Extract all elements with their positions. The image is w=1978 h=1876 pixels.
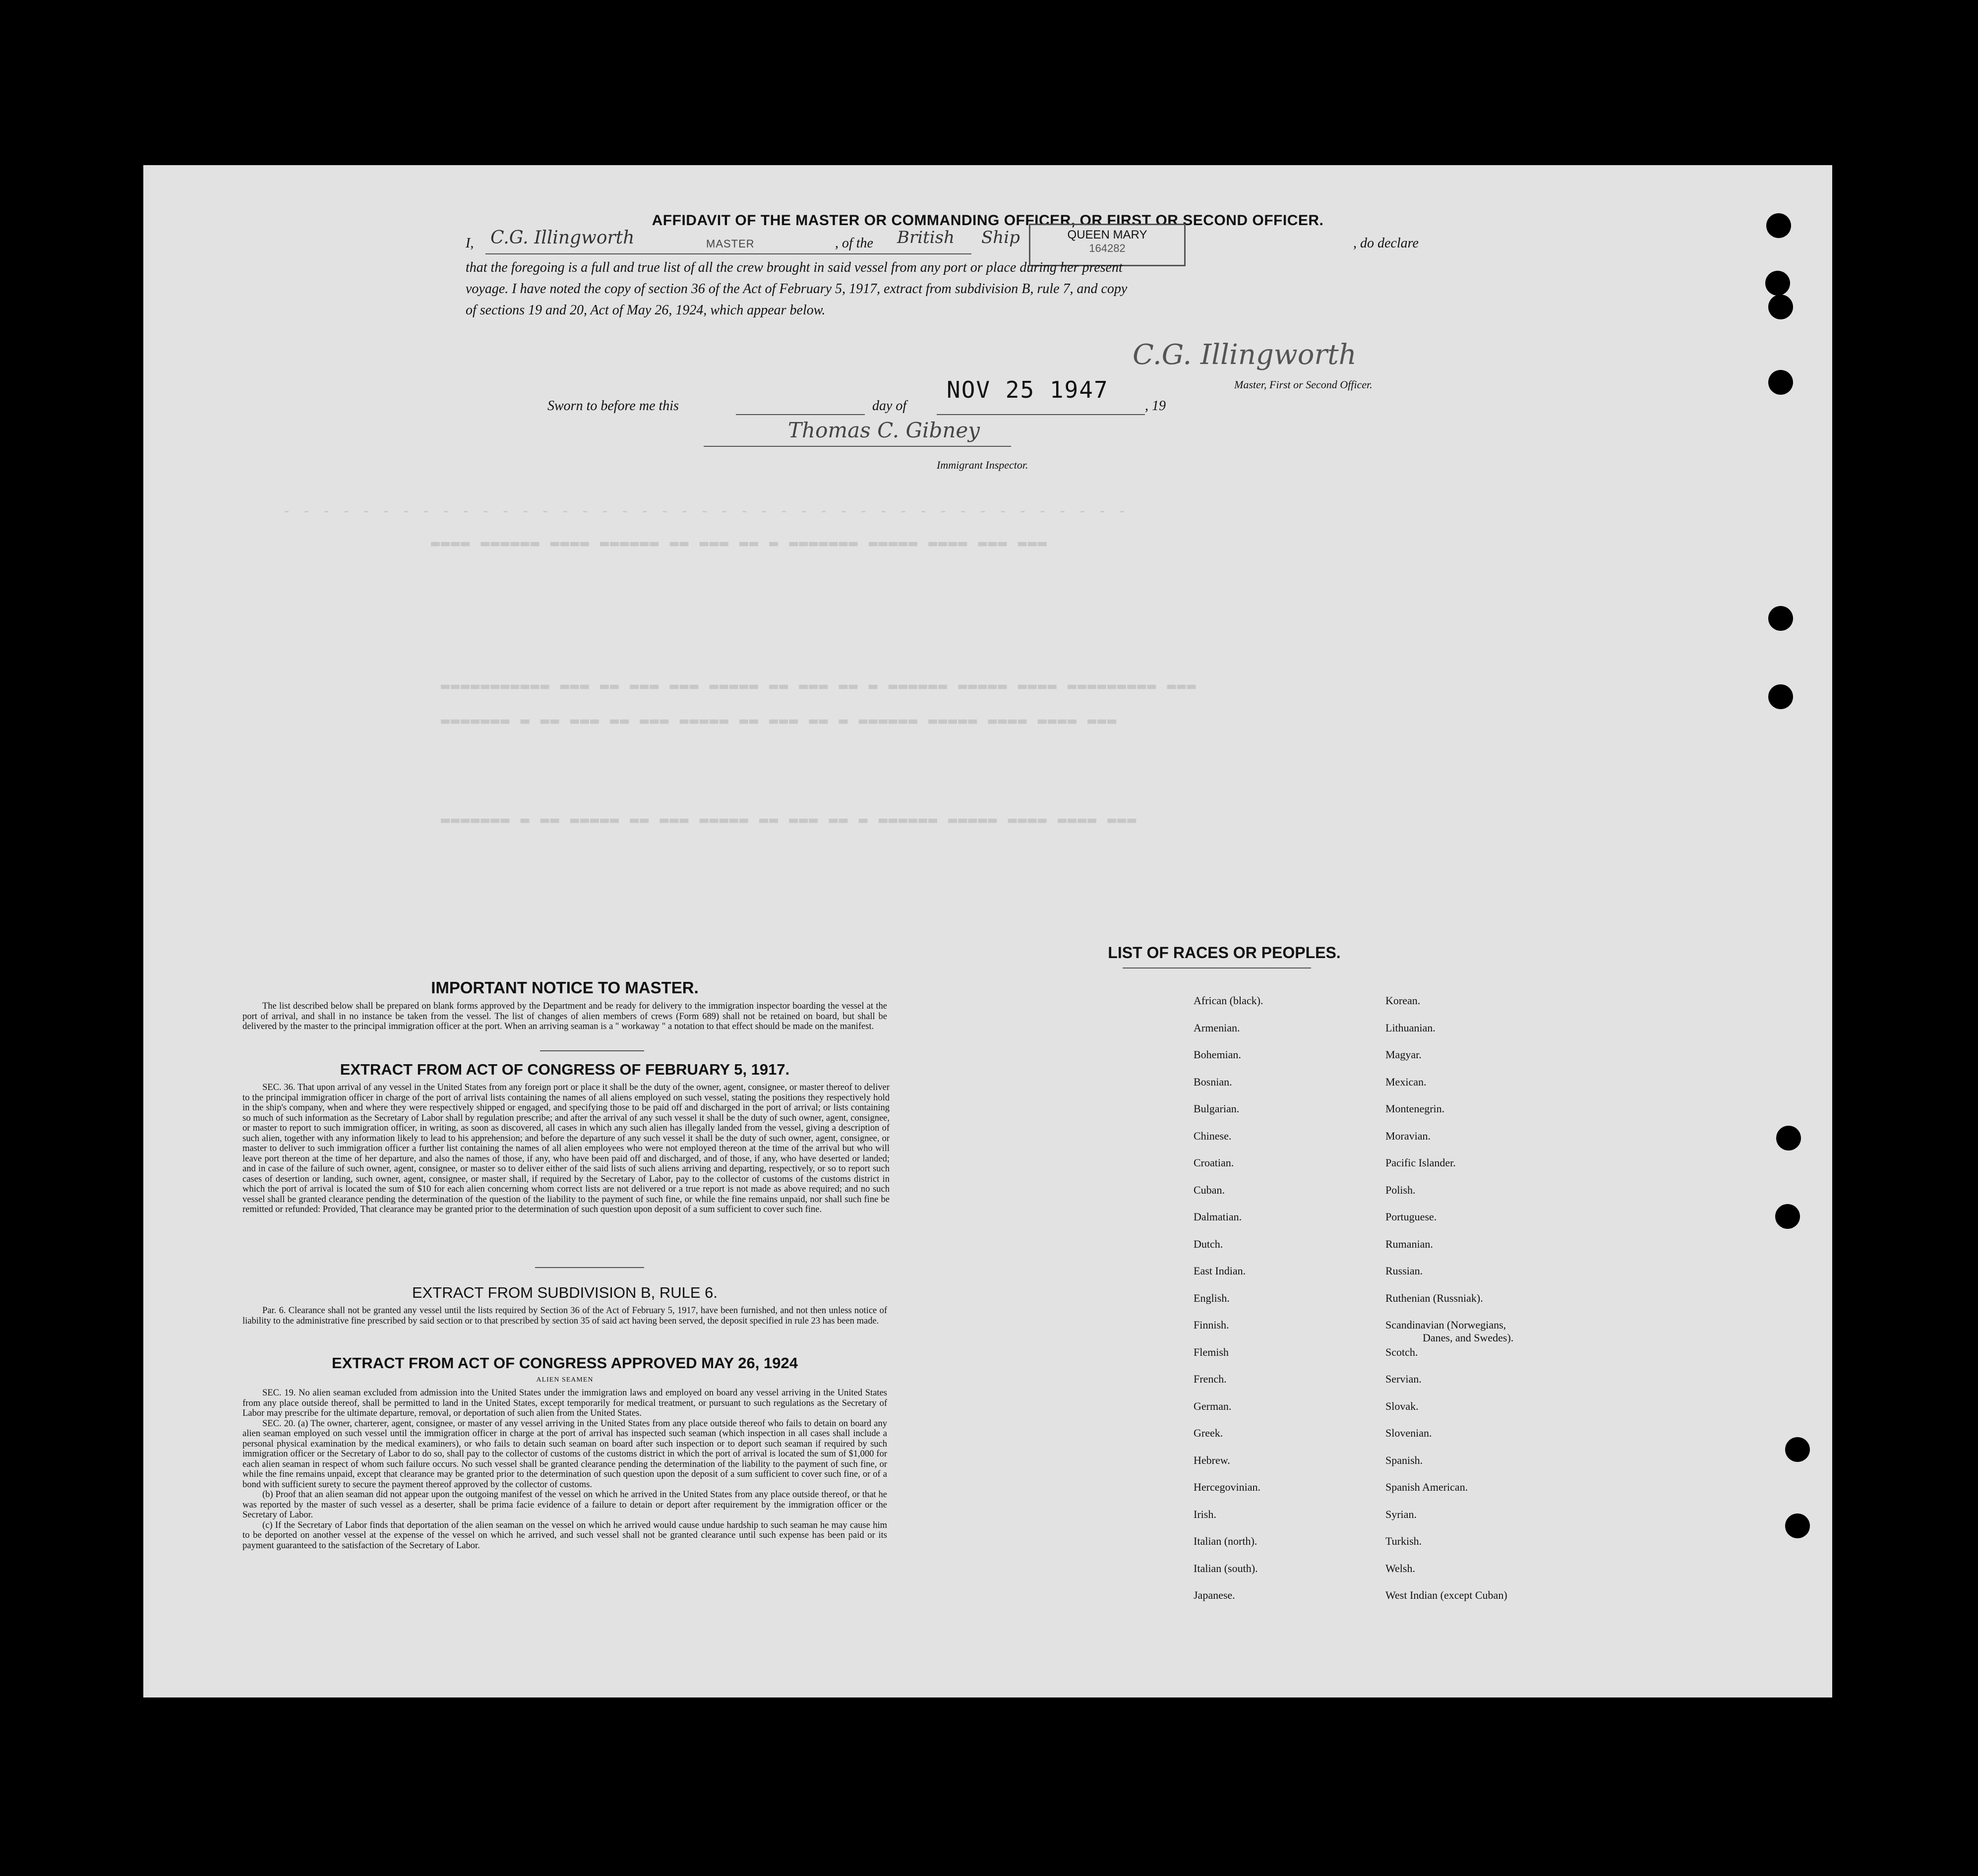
race-item: Russian. (1385, 1265, 1423, 1277)
extract-1924-subtitle: ALIEN SEAMEN (536, 1376, 594, 1384)
race-item: Welsh. (1385, 1562, 1415, 1574)
race-item: Pacific Islander. (1385, 1156, 1456, 1169)
affidavit-body-line: of sections 19 and 20, Act of May 26, 1924, which appear below. (466, 303, 826, 318)
race-item: Irish. (1194, 1508, 1216, 1520)
race-item: Hebrew. (1194, 1454, 1230, 1466)
race-item: Slovenian. (1385, 1427, 1432, 1439)
divider (535, 1267, 644, 1268)
race-item: Finnish. (1194, 1319, 1229, 1331)
race-item: Bohemian. (1194, 1048, 1241, 1061)
bleed-through-text: ▬▬▬▬▬▬▬ ▬ ▬▬ ▬▬▬▬▬ ▬▬ ▬▬▬ ▬▬▬▬▬ ▬▬ ▬▬▬ ▬▬ ▬ ▬▬▬▬▬▬ ▬▬▬▬▬ ▬▬▬▬ ▬▬▬▬ ▬▬▬ (441, 811, 1138, 829)
race-item: East Indian. (1194, 1265, 1246, 1277)
binder-hole (1768, 295, 1793, 319)
race-item: Dutch. (1194, 1238, 1223, 1250)
of-the-label: , of the (835, 236, 873, 251)
race-item: Danes, and Swedes). (1423, 1331, 1514, 1344)
race-item: Japanese. (1194, 1589, 1235, 1601)
day-of-label: day of (872, 398, 907, 414)
binder-hole (1768, 606, 1793, 631)
extract-1924-title: EXTRACT FROM ACT OF CONGRESS APPROVED MAY 26, 1924 (332, 1354, 798, 1372)
vessel-kind: Ship (981, 228, 1020, 247)
extract-1917-body: SEC. 36. That upon arrival of any vessel in the United States from any foreign port or place it shall be the duty of the owner, agent, consignee, or master thereof to deliver to the principal immigration officer in charge of the port of arrival lists containing the names of all aliens employed on such vessel, stating the positions they respectively hold in the ship's company, when and where they were respectively shipped or engaged, and specifying those to be paid off and discharged in the port of arrival; or lists containing so much of such information as the Secretary of Labor shall by regulation prescribe; and after the arrival of any such vessel it shall be the duty of such owner, agent, consignee, or master to report to such immigration officer, in writing, as soon as discovered, all cases in which any such alien has illegally landed from the vessel, giving a description of such alien, together with any information likely to lead to his apprehension; and before the departure of any such vessel it shall be the duty of such owner, agent, consignee, or master to deliver to such immigration officer a further list containing the names of all alien employees who were not employed thereon at the time of the arrival but who will leave port thereon at the time of her departure, and also the names of those, if any, who have been paid off and discharged, and of those, if any, who have deserted or landed; and in case of the failure of such owner, agent, consignee, or master so to deliver either of the said lists of such aliens arriving and departing, respectively, or so to report such cases of desertion or landing, such owner, agent, consignee, or master shall, if required by the Secretary of Labor, pay to the collector of customs of the customs district in which the port of arrival is located the sum of $10 for each alien concerning whom correct lists are not delivered or a true report is not made as above required; and no such vessel shall be granted clearance pending the determination of the question of the liability to the payment of such fine, or while the fine remains unpaid, nor shall such fine be remitted or refunded: Provided, That clearance may be granted prior to the determination of such question upon deposit of a sum sufficient to cover such fine. (242, 1083, 890, 1214)
affidavit-body-line: voyage. I have noted the copy of section 36 of the Act of February 5, 1917, extract from subdivision B, rule 7, and copy (466, 281, 1128, 297)
ship-official-number: 164282 (1089, 242, 1126, 254)
race-item: Rumanian. (1385, 1238, 1433, 1250)
race-item: Moravian. (1385, 1130, 1431, 1142)
extract-1924-paragraph: (b) Proof that an alien seaman did not appear upon the outgoing manifest of the vessel on which he arrived in the United States from any place outside thereof, or that he was reported by the master of such vessel as a deserter, shall be prima facie evidence of a failure to detain or deport after requirement by the immigration officer or the Secretary of Labor. (242, 1490, 887, 1520)
affidavit-title: AFFIDAVIT OF THE MASTER OR COMMANDING OFFICER, OR FIRST OR SECOND OFFICER. (652, 212, 1324, 229)
sworn-month-line (937, 414, 1145, 415)
inspector-signature-line (704, 446, 1011, 447)
document-page (143, 165, 1832, 1697)
bleed-through-text: ▬▬▬▬▬▬▬ ▬ ▬▬ ▬▬▬ ▬▬ ▬▬▬ ▬▬▬▬▬ ▬▬ ▬▬▬ ▬▬ ▬ ▬▬▬▬▬▬ ▬▬▬▬▬ ▬▬▬▬ ▬▬▬▬ ▬▬▬ (441, 712, 1118, 729)
binder-hole (1776, 1126, 1801, 1150)
race-item: Hercegovinian. (1194, 1481, 1260, 1493)
race-item: Cuban. (1194, 1184, 1225, 1196)
race-item: Greek. (1194, 1427, 1223, 1439)
ship-name: QUEEN MARY (1067, 228, 1147, 242)
race-item: Bulgarian. (1194, 1102, 1240, 1115)
binder-hole (1768, 370, 1793, 395)
binder-hole (1785, 1437, 1810, 1462)
notice-body: The list described below shall be prepared on blank forms approved by the Department and be ready for delivery to the immigration inspector boarding the vessel at the port of arrival, and shall in no instance be taken from the vessel. The list of changes of alien members of crews (Form 689) shall not be retained on board, but shall be delivered by the master to the principal immigration officer at the port. When an arriving seaman is a " workaway " a notation to that effect should be made on the manifest. (242, 1001, 887, 1031)
race-item: Polish. (1385, 1184, 1416, 1196)
race-item: Servian. (1385, 1373, 1422, 1385)
rule-6-body: Par. 6. Clearance shall not be granted any vessel until the lists required by Section 36 of the Act of February 5, 1917, have been furnished, and not then unless notice of liability to the administrative fine prescribed by said section or to that prescribed by section 35 of said act having been served, the deposit specified in rule 23 has been made. (242, 1306, 887, 1326)
binder-hole (1785, 1513, 1810, 1538)
officer-name-line (485, 253, 971, 254)
ship-nationality: British (897, 228, 955, 247)
binder-hole (1768, 684, 1793, 709)
race-item: Scandinavian (Norwegians, (1385, 1319, 1506, 1331)
declarant-label: I, (466, 236, 474, 251)
races-title: LIST OF RACES OR PEOPLES. (1108, 944, 1341, 962)
binder-hole (1775, 1204, 1800, 1229)
race-item: German. (1194, 1400, 1232, 1412)
binder-hole (1766, 213, 1791, 238)
extract-1924-paragraph: (c) If the Secretary of Labor finds that deportation of the alien seaman on the vessel on which he arrived would cause undue hardship to such seaman he may cause him to be deported on another vessel at the expense of the vessel on which he arrived, and such vessel shall not be granted clearance until such expense has been paid or its payment guaranteed to the satisfaction of the Secretary of Labor. (242, 1520, 887, 1551)
officer-name-handwritten: C.G. Illingworth (490, 228, 635, 248)
race-item: French. (1194, 1373, 1227, 1385)
year-label: , 19 (1145, 398, 1166, 414)
race-item: Syrian. (1385, 1508, 1417, 1520)
race-item: Italian (south). (1194, 1562, 1258, 1574)
race-item: Italian (north). (1194, 1535, 1258, 1547)
race-item: West Indian (except Cuban) (1385, 1589, 1507, 1601)
race-item: Korean. (1385, 994, 1421, 1007)
extract-1917-title: EXTRACT FROM ACT OF CONGRESS OF FEBRUARY 5, 1917. (340, 1061, 790, 1078)
master-signature-caption: Master, First or Second Officer. (1234, 378, 1373, 391)
race-item: Magyar. (1385, 1048, 1422, 1061)
race-item: Mexican. (1385, 1076, 1427, 1088)
sworn-day-line (736, 414, 865, 415)
bleed-through-text: ▬▬▬▬▬▬▬▬▬▬▬ ▬▬▬ ▬▬ ▬▬▬ ▬▬▬ ▬▬▬▬▬ ▬▬ ▬▬▬ ▬▬ ▬ ▬▬▬▬▬▬ ▬▬▬▬▬ ▬▬▬▬ ▬▬▬▬▬▬▬▬▬ ▬▬▬ (441, 677, 1197, 695)
race-item: Flemish (1194, 1346, 1229, 1358)
binder-hole (1765, 271, 1790, 296)
race-item: Dalmatian. (1194, 1210, 1242, 1223)
race-item: Montenegrin. (1385, 1102, 1445, 1115)
race-item: Croatian. (1194, 1156, 1234, 1169)
sworn-label: Sworn to before me this (547, 398, 679, 414)
do-declare-label: , do declare (1353, 236, 1419, 251)
inspector-caption: Immigrant Inspector. (937, 459, 1028, 471)
affidavit-body-line: that the foregoing is a full and true list of all the crew brought in said vessel from any port or place during her present (466, 260, 1123, 275)
race-item: Ruthenian (Russniak). (1385, 1292, 1483, 1304)
race-item: African (black). (1194, 994, 1263, 1007)
date-stamp: NOV 25 1947 (947, 376, 1109, 403)
extract-1924-paragraph: SEC. 19. No alien seaman excluded from admission into the United States under the immigration laws and employed on board any vessel arriving in the United States from any place outside thereof, shall be permitted to land in the United States, except temporarily for medical treatment, or pursuant to such regulations as the Secretary of Labor may prescribe for the ultimate departure, removal, or deportation of such alien from the United States. (242, 1388, 887, 1418)
inspector-signature: Thomas C. Gibney (788, 418, 980, 442)
bleed-through-text: - - - - - - - - - - - - - - - - - - - - - - - - - - - - - - - - - - - - - - - - - - - (282, 502, 1128, 520)
race-item: Armenian. (1194, 1022, 1240, 1034)
affidavit-body (466, 257, 1127, 321)
race-item: Spanish. (1385, 1454, 1423, 1466)
race-item: Bosnian. (1194, 1076, 1232, 1088)
notice-title: IMPORTANT NOTICE TO MASTER. (431, 978, 699, 997)
race-item: Portuguese. (1385, 1210, 1437, 1223)
race-item: Scotch. (1385, 1346, 1418, 1358)
race-item: Turkish. (1385, 1535, 1422, 1547)
race-item: English. (1194, 1292, 1230, 1304)
race-item: Spanish American. (1385, 1481, 1468, 1493)
race-item: Lithuanian. (1385, 1022, 1436, 1034)
divider (540, 1050, 644, 1051)
master-signature: C.G. Illingworth (1133, 339, 1357, 371)
extract-1924-paragraph: SEC. 20. (a) The owner, charterer, agent, consignee, or master of any vessel arriving in the United States from any place outside thereof who fails to detain on board any alien seaman employed on such vessel until the immigration officer in charge at the port of arrival has inspected such seaman (which inspection in all cases shall include a personal physical examination by the medical examiners), or who fails to detain such seaman on board after such inspection or to deport such seaman if required by such immigration officer or the Secretary of Labor to do so, shall pay to the collector of customs of the customs district in which the port of arrival is located the sum of $1,000 for each alien seaman in respect of whom such failure occurs. No such vessel shall be granted clearance pending the determination of the liability to the payment of such fine, or while the fine remains unpaid, except that clearance may be granted prior to the determination of such question upon the deposit of a sum sufficient to cover such fine, or of a bond with sufficient surety to secure the payment thereof approved by the collector of customs. (242, 1418, 887, 1490)
race-item: Chinese. (1194, 1130, 1232, 1142)
bleed-through-text: ▬▬▬▬ ▬▬▬▬▬▬ ▬▬▬▬ ▬▬▬▬▬▬ ▬▬ ▬▬▬ ▬▬ ▬ ▬▬▬▬▬▬▬ ▬▬▬▬▬ ▬▬▬▬ ▬▬▬ ▬▬▬ (431, 535, 1048, 552)
officer-rank: MASTER (706, 238, 755, 250)
extract-1924-body (242, 1388, 887, 1551)
rule-6-title: EXTRACT FROM SUBDIVISION B, RULE 6. (412, 1284, 718, 1301)
race-item: Slovak. (1385, 1400, 1419, 1412)
